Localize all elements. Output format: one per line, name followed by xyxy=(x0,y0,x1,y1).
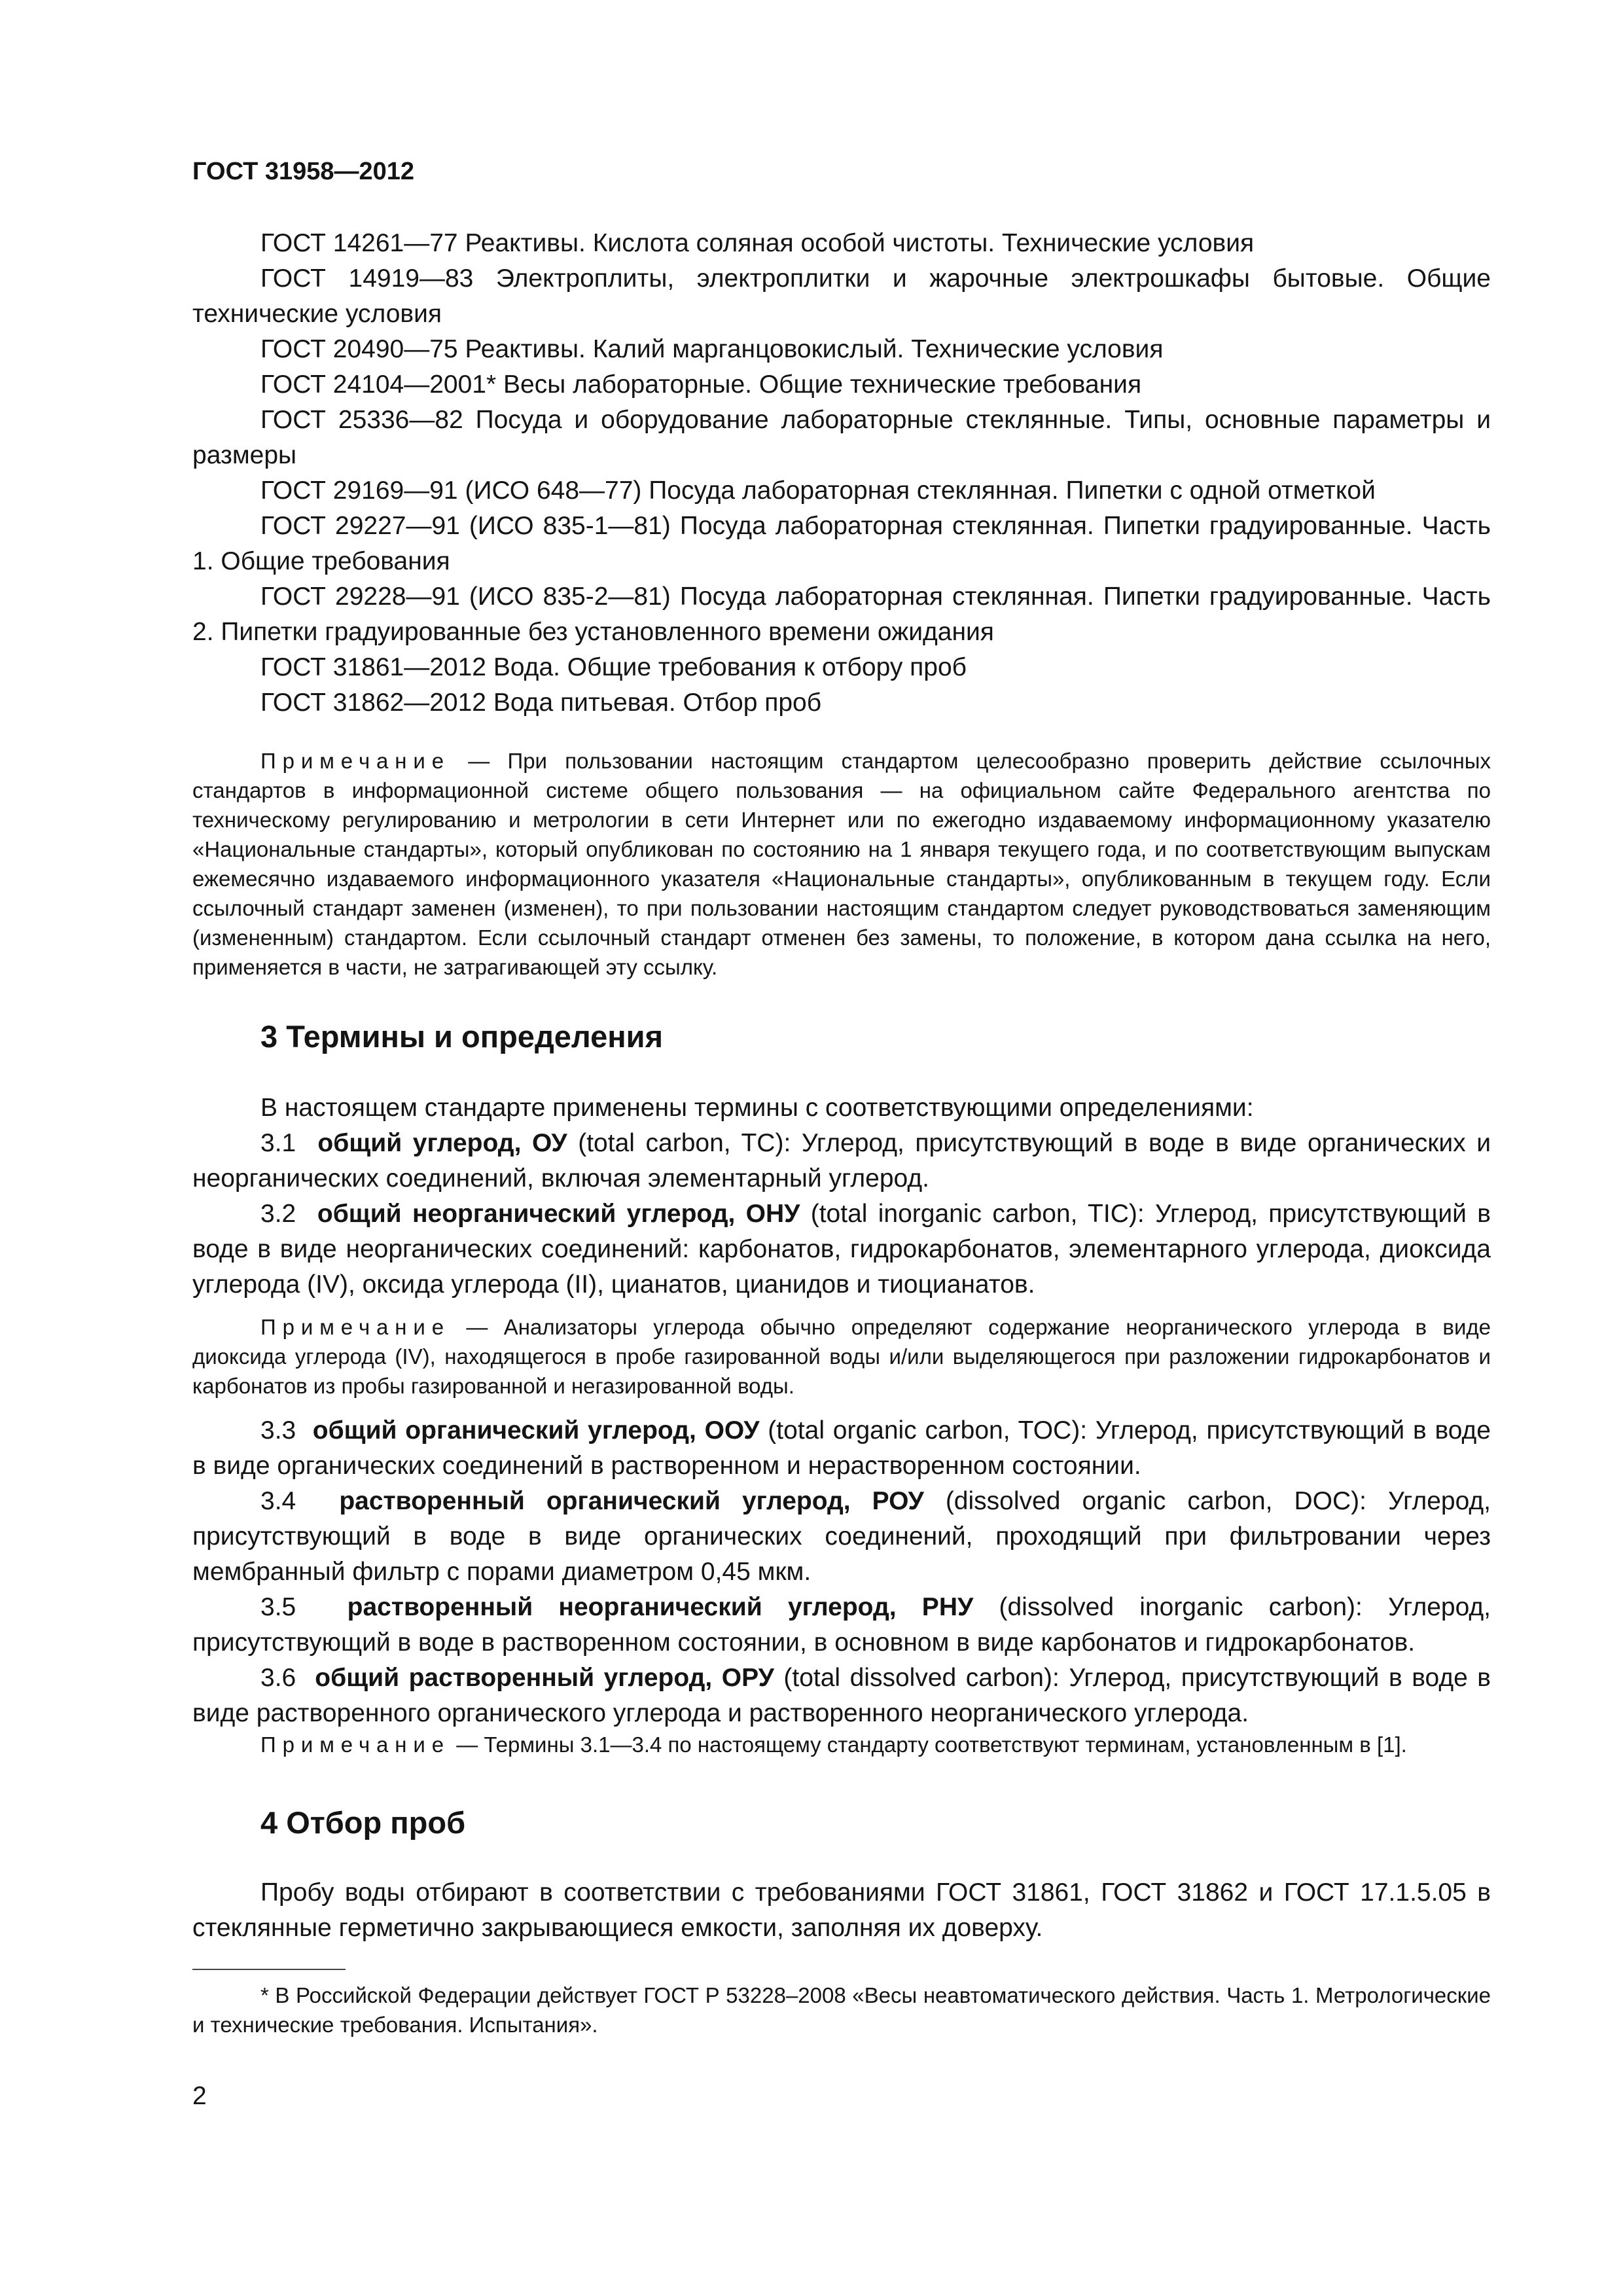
term-description: (dissolved organic carbon, DOC): Углерод, присутствующий в воде в виде органических соединений, проходящий при фильтровании через мембранный фильтр с порами диаметром 0,45 мкм. xyxy=(192,1487,1491,1586)
term-number: 3.5 xyxy=(260,1593,296,1621)
term-number: 3.1 xyxy=(260,1129,296,1157)
term-description: (total carbon, TC): Углерод, присутствующий в воде в виде органических и неорганических соединений, включая элементарный углерод. xyxy=(192,1129,1491,1193)
term-definition xyxy=(192,1413,1491,1484)
term-number: 3.6 xyxy=(260,1664,296,1692)
note-label: Примечание xyxy=(260,749,451,773)
section-3-body xyxy=(192,1090,1491,1302)
section-3-intro: В настоящем стандарте применены термины с соответствующими определениями: xyxy=(260,1094,1254,1122)
term-name: общий растворенный углерод, ОРУ xyxy=(315,1664,774,1692)
term-name: растворенный неорганический углерод, РНУ xyxy=(347,1593,974,1621)
references-note xyxy=(192,746,1491,982)
term-number: 3.4 xyxy=(260,1487,296,1515)
reference-item: ГОСТ 29228—91 (ИСО 835-2—81) Посуда лабораторная стеклянная. Пипетки градуированные. Часть 2. Пипетки градуированные без установленного времени ожидания xyxy=(192,583,1491,646)
reference-item: ГОСТ 29227—91 (ИСО 835-1—81) Посуда лабораторная стеклянная. Пипетки градуированные. Часть 1. Общие требования xyxy=(192,512,1491,575)
term-description: (total dissolved carbon): Углерод, присутствующий в воде в виде растворенного органического углерода и растворенного неорганического углерода. xyxy=(192,1664,1491,1727)
document-header: ГОСТ 31958—2012 xyxy=(192,158,415,185)
reference-item: ГОСТ 24104—2001* Весы лабораторные. Общие технические требования xyxy=(260,370,1142,399)
page-number: 2 xyxy=(192,2082,207,2110)
term-name: общий углерод, ОУ xyxy=(317,1129,567,1157)
reference-item: ГОСТ 25336—82 Посуда и оборудование лабораторные стеклянные. Типы, основные параметры и размеры xyxy=(192,406,1491,469)
term-number: 3.2 xyxy=(260,1200,296,1228)
reference-item: ГОСТ 14261—77 Реактивы. Кислота соляная особой чистоты. Технические условия xyxy=(260,229,1255,257)
section-4-body xyxy=(192,1875,1491,1946)
term-name: растворенный органический углерод, РОУ xyxy=(339,1487,924,1515)
term-definition xyxy=(192,1126,1491,1196)
reference-item: ГОСТ 20490—75 Реактивы. Калий марганцовокислый. Технические условия xyxy=(260,335,1164,363)
term-definition xyxy=(192,1484,1491,1590)
note-text: — При пользовании настоящим стандартом целесообразно проверить действие ссылочных стандартов в информационной системе общего пользования — на официальном сайте Федерального агентства по техническому регулированию и метрологии в сети Интернет или по ежегодно издаваемому информационному указателю «Национальные стандарты», который опубликован по состоянию на 1 января текущего года, и по соответствующим выпускам ежемесячно издаваемого информационного указателя «Национальные стандарты», опубликованным в текущем году. Если ссылочный стандарт заменен (изменен), то при пользовании настоящим стандартом следует руководствоваться заменяющим (измененным) стандартом. Если ссылочный стандарт отменен без замены, то положение, в котором дана ссылка на него, применяется в части, не затрагивающей эту ссылку. xyxy=(192,749,1491,979)
section-4-title: 4 Отбор проб xyxy=(260,1805,466,1840)
term-definition xyxy=(192,1660,1491,1731)
footnote-divider xyxy=(192,1969,346,1970)
reference-item: ГОСТ 31861—2012 Вода. Общие требования к отбору проб xyxy=(260,653,967,681)
terms-note-2 xyxy=(192,1730,1491,1759)
note-text: — Анализаторы углерода обычно определяют содержание неорганического углерода в виде диоксида углерода (IV), находящегося в пробе газированной воды и/или выделяющегося при разложении гидрокарбонатов и карбонатов из пробы газированной и негазированной воды. xyxy=(192,1315,1491,1398)
section-3-body-continued xyxy=(192,1413,1491,1731)
section-4-text: Пробу воды отбирают в соответствии с требованиями ГОСТ 31861, ГОСТ 31862 и ГОСТ 17.1.5.05 в стеклянные герметично закрывающиеся емкости, заполняя их доверху. xyxy=(192,1878,1491,1942)
section-3-title: 3 Термины и определения xyxy=(260,1019,663,1054)
reference-item: ГОСТ 14919—83 Электроплиты, электроплитки и жарочные электрошкафы бытовые. Общие технические условия xyxy=(192,264,1491,328)
term-definition xyxy=(192,1196,1491,1302)
normative-references-list xyxy=(192,226,1491,721)
term-definition xyxy=(192,1590,1491,1660)
terms-note-1 xyxy=(192,1312,1491,1401)
reference-item: ГОСТ 31862—2012 Вода питьевая. Отбор проб xyxy=(260,689,822,717)
term-description: (total inorganic carbon, TIC): Углерод, присутствующий в воде в виде неорганических соединений: карбонатов, гидрокарбонатов, элементарного углерода, диоксида углерода (IV), оксида углерода (II), цианатов, цианидов и тиоцианатов. xyxy=(192,1200,1491,1299)
note-text: — Термины 3.1—3.4 по настоящему стандарту соответствуют терминам, установленным в [1]. xyxy=(456,1732,1407,1757)
term-name: общий органический углерод, ООУ xyxy=(312,1416,760,1444)
footnote: * В Российской Федерации действует ГОСТ Р 53228–2008 «Весы неавтоматического действия. Часть 1. Метрологические и технические требования. Испытания». xyxy=(192,1983,1491,2037)
term-name: общий неорганический углерод, ОНУ xyxy=(317,1200,800,1228)
reference-item: ГОСТ 29169—91 (ИСО 648—77) Посуда лабораторная стеклянная. Пипетки с одной отметкой xyxy=(260,476,1376,505)
term-description: (dissolved inorganic carbon): Углерод, присутствующий в воде в растворенном состоянии, в основном в виде карбонатов и гидрокарбонатов. xyxy=(192,1593,1491,1657)
note-label: Примечание xyxy=(260,1315,451,1339)
term-description: (total organic carbon, TOC): Углерод, присутствующий в воде в виде органических соединений в растворенном и нерастворенном состоянии. xyxy=(192,1416,1491,1480)
note-label: Примечание xyxy=(260,1732,451,1757)
term-number: 3.3 xyxy=(260,1416,296,1444)
